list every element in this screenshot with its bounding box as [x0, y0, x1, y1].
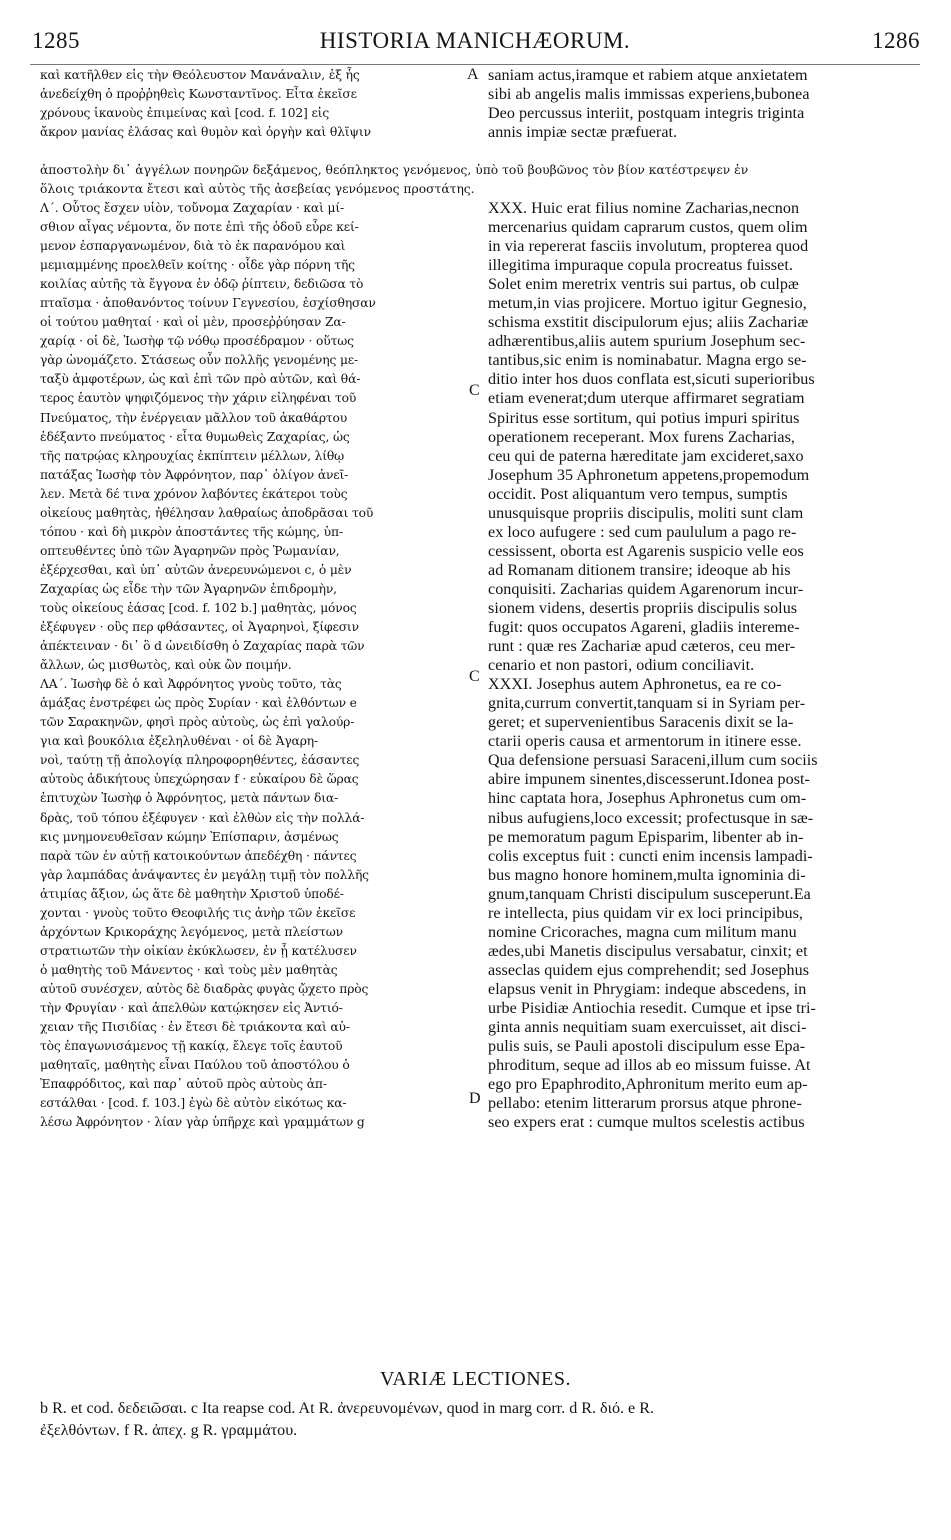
greek-text-line: αὐτοῦ συνέσχεν, αὐτὸς δὲ διαδρὰς φυγὰς ᾤχετο πρὸς: [40, 981, 369, 996]
latin-text-line: sionem videns, desertis propriis discipulis solus: [488, 599, 798, 617]
latin-text-line: ad Romanam ditionem transire; ideoque ab his: [488, 561, 791, 579]
page-header: [30, 28, 920, 62]
section-marker-c-second: C: [469, 668, 480, 685]
greek-text-line: νοὶ, ταύτῃ τῇ ἀπολογίᾳ πληροφορηθέντες, ἐάσαντες: [40, 753, 360, 768]
latin-text-line: XXXI. Josephus autem Aphronetus, ea re co-: [488, 676, 782, 694]
latin-text-line: pellabo: etenim litterarum prorsus atque phrone-: [488, 1095, 802, 1113]
variant-note-line: ἐξελθόντων. f R. ἀπεχ. g R. γραμμάτου.: [40, 1422, 298, 1439]
greek-text-line: Ζαχαρίας ὡς εἶδε τὴν τῶν Ἀγαρηνῶν ἐπιδρομὴν,: [40, 581, 337, 596]
greek-text-line: χρόνους ἱκανοὺς ἐπιμείνας καὶ [cod. f. 102] εἰς: [40, 106, 330, 121]
greek-text-line: οἱ τούτου μαθηταί · καὶ οἱ μὲν, προσεῤῥύησαν Ζα-: [40, 315, 346, 330]
latin-text-line: nomine Cricoraches, magna cum militum manu: [488, 923, 797, 941]
greek-text-line: ΛΑ΄. Ἰωσὴφ δὲ ὁ καὶ Ἀφρόνητος γνοὺς τοῦτο, τὰς: [40, 677, 342, 692]
section-marker-d: D: [469, 1090, 481, 1107]
latin-text-line: Deo percussus interiit, postquam integris triginta: [488, 105, 805, 123]
greek-text-line: Ἐπαφρόδιτος, καὶ παρ᾽ αὐτοῦ πρὸς αὐτοὺς ἀπ-: [40, 1077, 327, 1092]
greek-text-line: Πνεύματος, τὴν ἐνέργειαν μᾶλλον τοῦ ἀκαθάρτου: [40, 410, 348, 425]
greek-text-line: γὰρ λαμπάδας ἀνάψαντες ἐν μεγάλῃ τιμῇ τὸν πολλῆς: [40, 867, 369, 882]
greek-text-line: καὶ κατῆλθεν εἰς τὴν Θεόλευστον Μανάναλιν, ἐξ ἧς: [40, 68, 360, 82]
latin-text-line: pe memoratum pagum Episparim, libenter ab in-: [488, 828, 804, 846]
greek-text-line: τερος ἑαυτὸν ψηφιζόμενος τὴν χάριν εἰληφέναι τοῦ: [40, 391, 357, 406]
latin-text-line: bus magno honore hominem,multa ignominia di-: [488, 866, 806, 884]
greek-text-line: για καὶ βουκόλια ἐξεληλυθέναι · οἱ δὲ Ἀγαρη-: [40, 734, 319, 749]
page-number-right: 1286: [872, 28, 920, 53]
greek-text-line: ὅλοις τριάκοντα ἔτεσι καὶ αὐτὸς τῆς ἀσεβείας γενόμενος προστάτης.: [40, 182, 475, 196]
greek-text-line: κις μνημονευθεῖσαν κώμην Ἐπίσπαριν, ἀσμένως: [40, 829, 339, 844]
latin-text-line: runt : quæ res Zachariæ apud cæteros, ceu mer-: [488, 638, 796, 656]
latin-text-line: Josephum 35 Aphronetum appetens,propemodum: [488, 466, 810, 484]
latin-column-top: [488, 66, 928, 142]
latin-text-line: saniam actus,iramque et rabiem atque anxietatem: [488, 67, 808, 84]
variant-note-line: b R. et cod. δεδειῶσαι. c Ita reapse cod. At R. ἀνερευνομένων, quod in marg corr. d R. διό. e R.: [40, 1400, 654, 1417]
latin-text-line: Qua defensione persuasi Saraceni,illum cum sociis: [488, 752, 818, 770]
greek-text-line: παρὰ τῶν ἐν αὐτῇ κατοικούντων ἀπεδέχθη · πάντες: [40, 848, 357, 863]
greek-text-line: ἁμάξας ἐνστρέφει ὡς πρὸς Συρίαν · καὶ ἐλθόντων e: [40, 696, 357, 711]
latin-text-line: ædes,ubi Manetis discipulus versabatur, cinxit; et: [488, 942, 808, 960]
greek-text-line: χειαν τῆς Πισιδίας · ἐν ἔτεσι δὲ τριάκοντα καὶ αὐ-: [40, 1020, 350, 1035]
latin-text-line: unusquisque propriis discipulis, moliti sunt clam: [488, 504, 804, 522]
greek-text-line: πατάξας Ἰωσὴφ τὸν Ἀφρόνητον, παρ᾽ ὀλίγον ἀνεῖ-: [40, 467, 349, 482]
latin-text-line: mercenarius quidam caprarum custos, quem olim: [488, 219, 808, 237]
latin-column: [488, 199, 928, 1132]
greek-text-line: τὸς ἐπαγωνισάμενος τῇ κακίᾳ, ἔλεγε τοῖς ἑαυτοῦ: [40, 1039, 343, 1054]
section-marker-c: C: [469, 382, 480, 399]
latin-text-line: ginta annis nequitiam suam exercuisset, ait disci-: [488, 1019, 807, 1037]
greek-text-line: μεμιαμμένης προελθεῖν κοίτης · οἶδε γὰρ πόρνη τῆς: [40, 258, 355, 273]
greek-text-line: ἐξέφυγεν · οὓς περ φθάσαντες, οἱ Ἀγαρηνοὶ, ξίφεσιν: [40, 620, 359, 635]
latin-text-line: operationem receperant. Mox furens Zacharias,: [488, 428, 795, 446]
page-number-left: 1285: [32, 28, 80, 53]
greek-text-line: τὴν Φρυγίαν · καὶ ἀπελθὼν κατῴκησεν εἰς Ἀντιό-: [40, 1000, 343, 1015]
latin-text-line: sibi ab angelis malis immissas experiens,bubonea: [488, 86, 810, 104]
latin-text-line: elapsus venit in Phrygiam: indeque abscedens, in: [488, 980, 807, 998]
latin-text-line: XXX. Huic erat filius nomine Zacharias,necnon: [488, 200, 800, 217]
latin-text-line: ceu qui de paterna hæreditate jam excideret,saxo: [488, 447, 804, 465]
greek-text-line: ἄκρον μανίας ἐλάσας καὶ θυμὸν καὶ ὀργὴν καὶ θλῖψιν: [40, 125, 371, 140]
greek-text-line: τοὺς οἰκείους ἐάσας [cod. f. 102 b.] μαθητὰς, μόνος: [40, 600, 357, 615]
section-marker-a: A: [467, 66, 479, 83]
greek-text-line: εστάλθαι · [cod. f. 103.] ἐγὼ δὲ αὐτὸν εἰκότως κα-: [40, 1096, 347, 1111]
greek-text-line: χαρίᾳ · οἱ δὲ, Ἰωσὴφ τῷ νόθῳ προσέδραμον · οὕτως: [40, 334, 354, 349]
greek-text-line: ταξὺ ἀμφοτέρων, ὡς καὶ ἐπὶ τῶν πρὸ αὐτῶν, καὶ θά-: [40, 372, 361, 387]
latin-text-line: geret; et supervenientibus Saracenis dixit se la-: [488, 714, 794, 732]
greek-text-line: οπτευθέντες ὑπὸ τῶν Ἀγαρηνῶν πρὸς Ῥωμανίαν,: [40, 543, 340, 558]
greek-text-line: γὰρ ὠνομάζετο. Στάσεως οὖν πολλῆς γενομένης με-: [40, 353, 359, 368]
greek-text-line: ἀποστολὴν δι᾽ ἀγγέλων πονηρῶν δεξάμενος, θεόπληκτος γενόμενος, ὑπὸ τοῦ βουβῶνος τὸν βίον κατέστρεψεν ἐν: [40, 163, 749, 177]
greek-text-line: σθιον αἶγας νέμοντα, ὅν ποτε ἐπὶ τῆς ὁδοῦ εὗρε κεί-: [40, 220, 359, 235]
greek-text-line: μενον ἐσπαργανωμένον, διὰ τὸ ἐκ παρανόμου καὶ: [40, 239, 346, 254]
latin-text-line: metum,in vias projicere. Mortuo igitur Gegnesio,: [488, 295, 807, 313]
latin-text-line: ego pro Epaphrodito,Aphronitum merito eum ap-: [488, 1076, 808, 1094]
latin-text-line: gnita,currum convertit,tanquam si in Syriam per-: [488, 695, 806, 713]
greek-column-top: [40, 66, 510, 142]
greek-text-line: ἐξέρχεσθαι, καὶ ὑπ᾽ αὐτῶν ἀνερευνώμενοι c, ὁ μὲν: [40, 562, 352, 577]
latin-text-line: Spiritus esse sortitum, qui potius impuri spiritus: [488, 409, 800, 427]
greek-text-line: ἀτιμίας ἄξιον, ὡς ἅτε δὲ μαθητὴν Χριστοῦ ὑποδέ-: [40, 886, 344, 901]
latin-text-line: abire impunem sinentes,discesserunt.Idonea post-: [488, 771, 810, 789]
latin-text-line: ctarii operis causa et armentorum in itinere esse.: [488, 733, 802, 751]
header-rule: [30, 64, 920, 65]
latin-text-line: seo expers erat : cumque multos scelestis actibus: [488, 1114, 805, 1132]
latin-text-line: occidit. Post aliquantum vero tempus, sumptis: [488, 485, 788, 503]
latin-text-line: re intellecta, pius quidam vir ex loci principibus,: [488, 904, 803, 922]
greek-text-line: τῆς πατρῴας κληρουχίας ἐκπίπτειν μέλλων, λίθῳ: [40, 448, 345, 463]
latin-text-line: ditio inter hos duos conflata est,sicuti superioribus: [488, 371, 815, 389]
greek-text-line: τῶν Σαρακηνῶν, φησὶ πρὸς αὐτοὺς, ὡς ἐπὶ γαλούρ-: [40, 715, 355, 730]
greek-text-line: ἄλλων, ὡς μισθωτὸς, καὶ οὐκ ὢν ποιμήν.: [40, 658, 292, 673]
latin-text-line: adhærentibus,aliis autem spurium Josephum sec-: [488, 333, 806, 351]
greek-text-line: λεν. Μετὰ δέ τινα χρόνον λαβόντες ἑκάτεροι τοὺς: [40, 486, 348, 501]
greek-text-line: ἀρχόντων Κρικοράχης λεγόμενος, μετὰ πλείστων: [40, 924, 343, 939]
greek-text-line: δρὰς, τοῦ τόπου ἐξέφυγεν · καὶ ἐλθὼν εἰς τὴν πολλά-: [40, 810, 365, 825]
variae-lectiones-notes: [40, 1398, 930, 1442]
greek-text-line: μαθηταῖς, μαθητὴς εἶναι Παύλου τοῦ ἀποστόλου ὁ: [40, 1058, 350, 1073]
latin-text-line: cenario et non pastori, odium conciliavit.: [488, 657, 755, 675]
greek-text-line: πταῖσμα · ἀποθανόντος τοίνυν Γεγνεσίου, ἐσχίσθησαν: [40, 296, 376, 311]
latin-text-line: illegitima impuraque copula procreatus fuisset.: [488, 257, 793, 275]
greek-text-line: οἰκείους μαθητὰς, ἠθέλησαν λαθραίως ἀποδρᾶσαι τοῦ: [40, 505, 374, 520]
greek-text-line: στρατιωτῶν τὴν οἰκίαν ἐκύκλωσεν, ἐν ᾗ κατέλυσεν: [40, 943, 357, 958]
greek-text-line: τόπου · καὶ δὴ μικρὸν ἀποστάντες τῆς κώμης, ὑπ-: [40, 524, 343, 539]
latin-text-line: ex loco aufugere : sed cum paululum a pago re-: [488, 523, 797, 541]
latin-text-line: pulis suis, se Pauli apostoli discipulum esse Epa-: [488, 1038, 806, 1056]
greek-text-line: Λ΄. Οὗτος ἔσχεν υἱὸν, τοὔνομα Ζαχαρίαν · καὶ μί-: [40, 201, 345, 215]
latin-text-line: tantibus,sic enim is nominabatur. Magna ergo se-: [488, 352, 807, 370]
latin-text-line: in via repererat fasciis involutum, propterea quod: [488, 238, 809, 256]
greek-text-line: κοιλίας αὐτῆς τὰ ἔγγονα ἐν ὁδῷ ῥίπτειν, δεδιῶσα τὸ: [40, 277, 364, 292]
full-width-greek-lines: [40, 161, 930, 201]
latin-text-line: annis impiæ sectæ præfuerat.: [488, 124, 678, 142]
greek-text-line: χονται · γνοὺς τοῦτο Θεοφιλής τις ἀνὴρ τῶν ἐκεῖσε: [40, 905, 356, 920]
latin-text-line: colis exceptus fuit : cuncti enim incensis lampadi-: [488, 847, 813, 865]
greek-text-line: ἐπιτυχὼν Ἰωσὴφ ὁ Ἀφρόνητος, μετὰ πάντων δια-: [40, 791, 339, 806]
greek-text-line: ὁ μαθητὴς τοῦ Μάνεντος · καὶ τοὺς μὲν μαθητὰς: [40, 962, 338, 977]
greek-text-line: ἐδέξαντο πνεύματος · εἶτα θυμωθεὶς Ζαχαρίας, ὡς: [40, 429, 350, 444]
latin-text-line: fugit: quos occupatos Agareni, gladiis intereme-: [488, 619, 800, 637]
latin-text-line: nibus aufugiens,loco excessit; profectusque in sæ-: [488, 809, 814, 827]
latin-text-line: urbe Pisidiæ Antiochia resedit. Cumque et ipse tri-: [488, 999, 816, 1017]
running-title: HISTORIA MANICHÆORUM.: [319, 28, 631, 53]
variae-lectiones-title: VARIÆ LECTIONES.: [380, 1368, 571, 1390]
latin-text-line: gnum,tanquam Christi discipulum susceperunt.Ea: [488, 885, 811, 903]
latin-text-line: hinc captata hora, Josephus Aphronetus cum om-: [488, 790, 807, 808]
greek-text-line: αὐτοὺς ἀδικήτους ὑπεχώρησαν f · εὐκαίρου δὲ ὥρας: [40, 772, 359, 787]
latin-text-line: Solet enim meretrix ventris sui partus, ob culpæ: [488, 276, 799, 294]
latin-text-line: phroditum, seque ad illos ab eo missum fuisse. At: [488, 1057, 811, 1075]
latin-text-line: schisma exstitit discipulorum ejus; aliis Zachariæ: [488, 314, 809, 332]
greek-text-line: ἀνεδείχθη ὁ προῤῥηθεὶς Κωνσταντῖνος. Εἶτα ἐκεῖσε: [40, 87, 357, 102]
greek-text-line: ἀπέκτειναν · δι᾽ ὃ d ὠνειδίσθη ὁ Ζαχαρίας παρὰ τῶν: [40, 639, 365, 654]
greek-text-line: λέσω Ἀφρόνητον · λίαν γὰρ ὑπῆρχε καὶ γραμμάτων g: [40, 1115, 365, 1130]
latin-text-line: etiam evenerat;dum uterque affirmaret segratiam: [488, 390, 805, 408]
latin-text-line: conquisiti. Zacharias quidem Agarenorum incur-: [488, 580, 804, 598]
greek-column: [40, 199, 510, 1132]
latin-text-line: asseclas quidem ejus comprehendit; sed Josephus: [488, 961, 810, 979]
latin-text-line: cessissent, oborta est Agarenis suspicio velle eos: [488, 542, 804, 560]
